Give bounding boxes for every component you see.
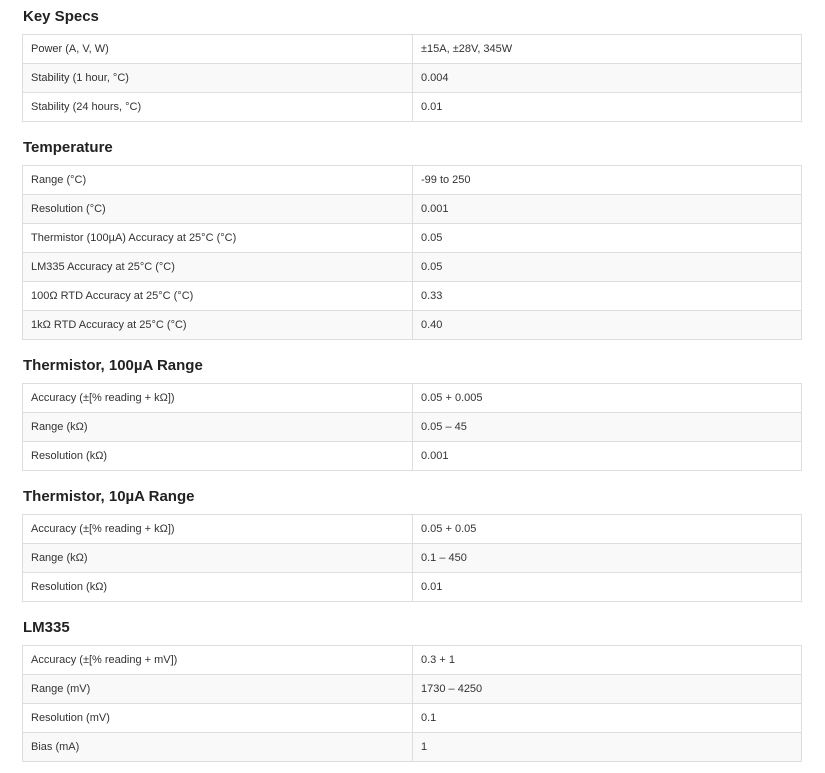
- spec-label: Accuracy (±[% reading + kΩ]): [23, 515, 413, 544]
- spec-label: Stability (24 hours, °C): [23, 93, 413, 122]
- spec-value: 1: [413, 733, 802, 762]
- spec-label: Range (mV): [23, 675, 413, 704]
- spec-value: 0.004: [413, 64, 802, 93]
- section-thermistor-100ua: [22, 357, 802, 471]
- section-lm335: [22, 619, 802, 762]
- spec-value: -99 to 250: [413, 166, 802, 195]
- table-row: [23, 311, 802, 340]
- table-row: [23, 442, 802, 471]
- table-row: [23, 282, 802, 311]
- table-row: [23, 675, 802, 704]
- spec-label: Bias (mA): [23, 733, 413, 762]
- spec-label: Power (A, V, W): [23, 35, 413, 64]
- spec-label: Thermistor (100µA) Accuracy at 25°C (°C): [23, 224, 413, 253]
- spec-label: Resolution (kΩ): [23, 573, 413, 602]
- table-row: [23, 166, 802, 195]
- spec-table: [22, 165, 802, 340]
- spec-value: 0.33: [413, 282, 802, 311]
- spec-label: 1kΩ RTD Accuracy at 25°C (°C): [23, 311, 413, 340]
- table-row: [23, 573, 802, 602]
- spec-value: 0.05: [413, 253, 802, 282]
- spec-label: Range (kΩ): [23, 413, 413, 442]
- spec-value: 0.05 + 0.05: [413, 515, 802, 544]
- section-title: Thermistor, 100µA Range: [23, 357, 203, 374]
- section-thermistor-10ua: [22, 488, 802, 602]
- table-row: [23, 35, 802, 64]
- spec-sheet: [22, 8, 802, 762]
- spec-value: 0.40: [413, 311, 802, 340]
- spec-value: 0.05: [413, 224, 802, 253]
- spec-value: 1730 – 4250: [413, 675, 802, 704]
- spec-value: 0.05 + 0.005: [413, 384, 802, 413]
- spec-label: 100Ω RTD Accuracy at 25°C (°C): [23, 282, 413, 311]
- table-row: [23, 515, 802, 544]
- spec-table: [22, 645, 802, 762]
- table-row: [23, 253, 802, 282]
- spec-table: [22, 383, 802, 471]
- table-row: [23, 413, 802, 442]
- spec-label: Resolution (°C): [23, 195, 413, 224]
- section-key-specs: [22, 8, 802, 122]
- table-row: [23, 646, 802, 675]
- spec-value: 0.01: [413, 573, 802, 602]
- spec-value: 0.01: [413, 93, 802, 122]
- table-row: [23, 93, 802, 122]
- table-row: [23, 64, 802, 93]
- section-title: Thermistor, 10µA Range: [23, 488, 195, 505]
- spec-table: [22, 34, 802, 122]
- table-row: [23, 224, 802, 253]
- section-temperature: [22, 139, 802, 340]
- section-title: LM335: [23, 619, 70, 636]
- spec-label: Resolution (mV): [23, 704, 413, 733]
- spec-label: Range (°C): [23, 166, 413, 195]
- spec-label: Accuracy (±[% reading + kΩ]): [23, 384, 413, 413]
- spec-value: 0.3 + 1: [413, 646, 802, 675]
- spec-value: ±15A, ±28V, 345W: [413, 35, 802, 64]
- spec-label: Accuracy (±[% reading + mV]): [23, 646, 413, 675]
- spec-label: LM335 Accuracy at 25°C (°C): [23, 253, 413, 282]
- table-row: [23, 384, 802, 413]
- table-row: [23, 544, 802, 573]
- spec-value: 0.1 – 450: [413, 544, 802, 573]
- spec-table: [22, 514, 802, 602]
- table-row: [23, 733, 802, 762]
- section-title: Key Specs: [23, 8, 99, 25]
- spec-value: 0.1: [413, 704, 802, 733]
- spec-label: Stability (1 hour, °C): [23, 64, 413, 93]
- spec-value: 0.001: [413, 442, 802, 471]
- spec-label: Range (kΩ): [23, 544, 413, 573]
- spec-value: 0.05 – 45: [413, 413, 802, 442]
- spec-label: Resolution (kΩ): [23, 442, 413, 471]
- table-row: [23, 195, 802, 224]
- table-row: [23, 704, 802, 733]
- section-title: Temperature: [23, 139, 113, 156]
- spec-value: 0.001: [413, 195, 802, 224]
